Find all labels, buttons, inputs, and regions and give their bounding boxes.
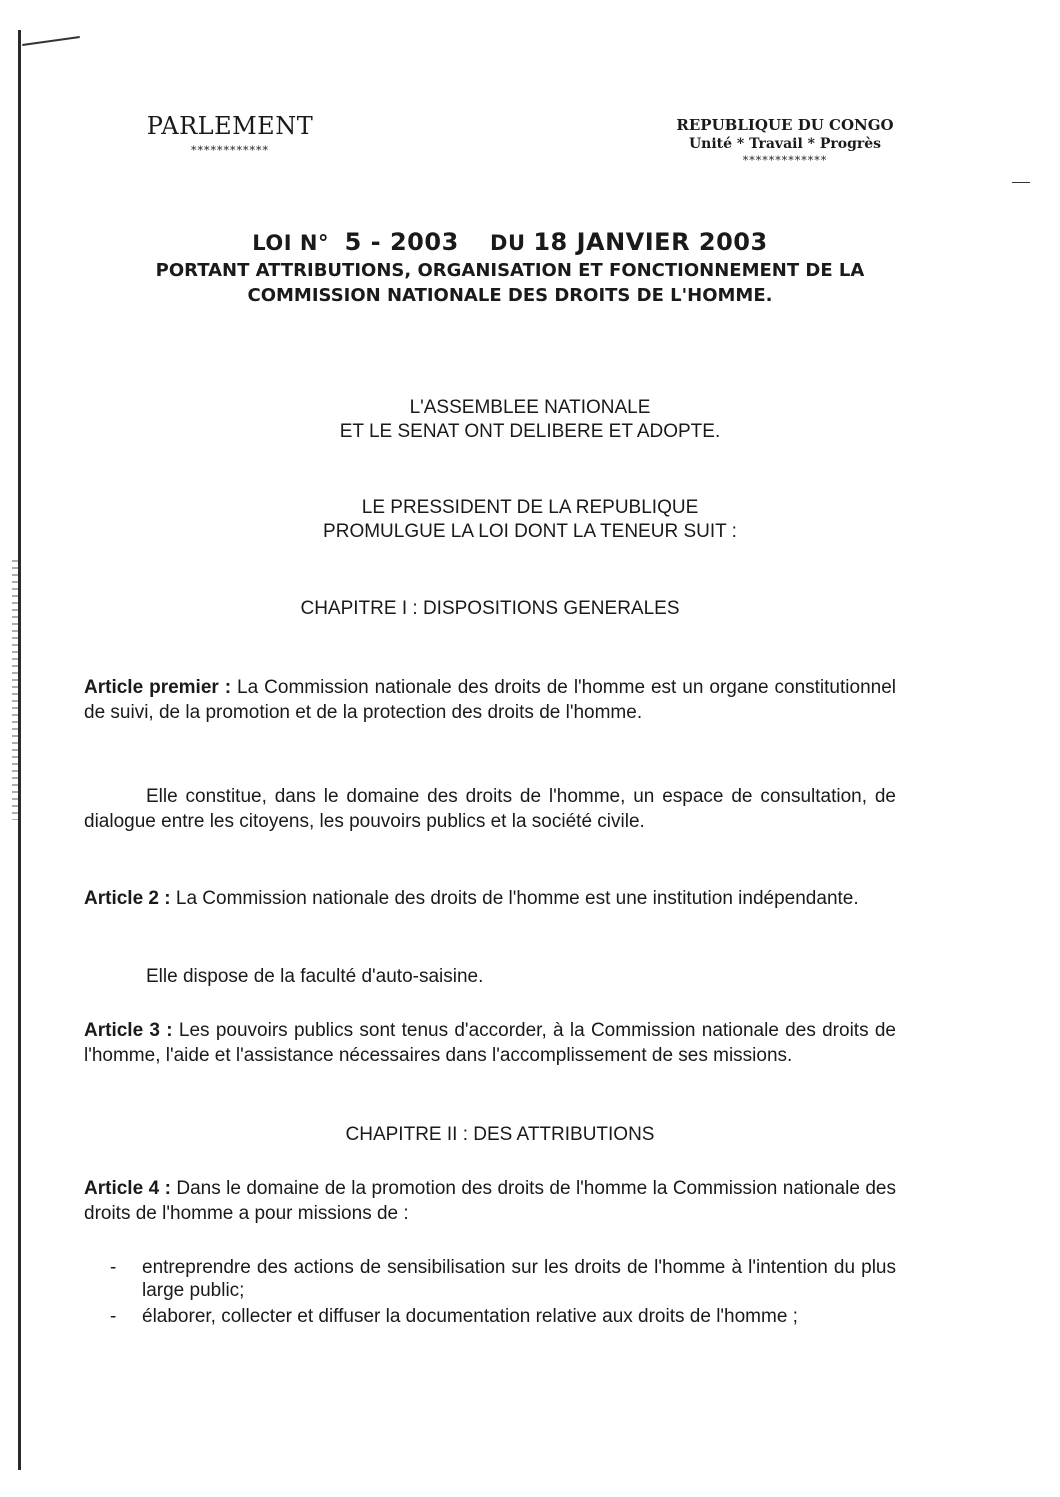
article-1-text: La Commission nationale des droits de l'homme est un organe constitutionnel de suivi, de la promotion et de la protection des droits de l'homme. bbox=[84, 677, 896, 723]
president-formula bbox=[160, 496, 900, 544]
law-date: 18 JANVIER 2003 bbox=[533, 228, 768, 256]
scan-artifact-mark bbox=[22, 36, 80, 46]
assembly-line1: L'ASSEMBLEE NATIONALE bbox=[409, 397, 651, 418]
list-item bbox=[110, 1256, 896, 1302]
article-1-paragraph-2: Elle constitue, dans le domaine des droits de l'homme, un espace de consultation, de dialogue entre les citoyens, les pouvoirs publics et la société civile. bbox=[84, 786, 896, 832]
law-number: 5 - 2003 bbox=[344, 228, 459, 256]
article-2-label: Article 2 : bbox=[84, 888, 171, 909]
republic-stars: ************* bbox=[742, 154, 828, 167]
article-4-text: Dans le domaine de la promotion des droits de l'homme la Commission nationale des droits de l'homme a pour missions de : bbox=[84, 1178, 896, 1224]
law-prefix: LOI N° bbox=[252, 231, 329, 255]
list-item bbox=[110, 1305, 896, 1328]
header-parliament bbox=[130, 112, 330, 157]
parliament-stars: ************ bbox=[191, 144, 269, 157]
article-4-label: Article 4 : bbox=[84, 1178, 171, 1199]
bullet-dash: - bbox=[110, 1257, 117, 1278]
article-3 bbox=[84, 1018, 896, 1068]
parliament-name: PARLEMENT bbox=[146, 112, 314, 140]
assembly-line2: ET LE SENAT ONT DELIBERE ET ADOPTE. bbox=[339, 421, 721, 442]
scan-binding-line bbox=[18, 30, 21, 1470]
article-2 bbox=[84, 886, 896, 911]
article-1 bbox=[84, 675, 896, 725]
scan-artifact-dots bbox=[12, 560, 18, 820]
law-subject-line1: PORTANT ATTRIBUTIONS, ORGANISATION ET FONCTIONNEMENT DE LA bbox=[155, 260, 865, 281]
header-republic bbox=[660, 116, 910, 167]
article-2-paragraph-2: Elle dispose de la faculté d'auto-saisine. bbox=[146, 966, 484, 987]
article-3-label: Article 3 : bbox=[84, 1020, 173, 1041]
chapter-1-heading: CHAPITRE I : DISPOSITIONS GENERALES bbox=[300, 598, 680, 619]
article-1-label: Article premier : bbox=[84, 677, 232, 698]
article-4 bbox=[84, 1176, 896, 1226]
article-2-text: La Commission nationale des droits de l'homme est une institution indépendante. bbox=[170, 888, 859, 909]
scan-artifact-dash bbox=[1012, 182, 1030, 183]
article-3-text: Les pouvoirs publics sont tenus d'accorder, à la Commission nationale des droits de l'homme, l'aide et l'assistance nécessaires dans l'accomplissement de ses missions. bbox=[84, 1020, 896, 1066]
assembly-formula bbox=[160, 396, 900, 444]
bullet-dash: - bbox=[110, 1306, 117, 1327]
law-date-prefix: DU bbox=[490, 231, 526, 255]
law-title bbox=[60, 228, 960, 306]
president-line1: LE PRESSIDENT DE LA REPUBLIQUE bbox=[361, 497, 699, 518]
article-4-list bbox=[110, 1256, 896, 1331]
republic-motto: Unité * Travail * Progrès bbox=[688, 136, 882, 152]
chapter-2-heading: CHAPITRE II : DES ATTRIBUTIONS bbox=[345, 1124, 655, 1145]
republic-name: REPUBLIQUE DU CONGO bbox=[676, 116, 894, 134]
list-item-text: élaborer, collecter et diffuser la documentation relative aux droits de l'homme ; bbox=[142, 1306, 798, 1327]
president-line2: PROMULGUE LA LOI DONT LA TENEUR SUIT : bbox=[323, 521, 737, 542]
list-item-text: entreprendre des actions de sensibilisation sur les droits de l'homme à l'intention du plus large public; bbox=[142, 1257, 896, 1301]
law-number-line bbox=[60, 228, 960, 256]
law-subject-line2: COMMISSION NATIONALE DES DROITS DE L'HOMME. bbox=[247, 285, 773, 306]
